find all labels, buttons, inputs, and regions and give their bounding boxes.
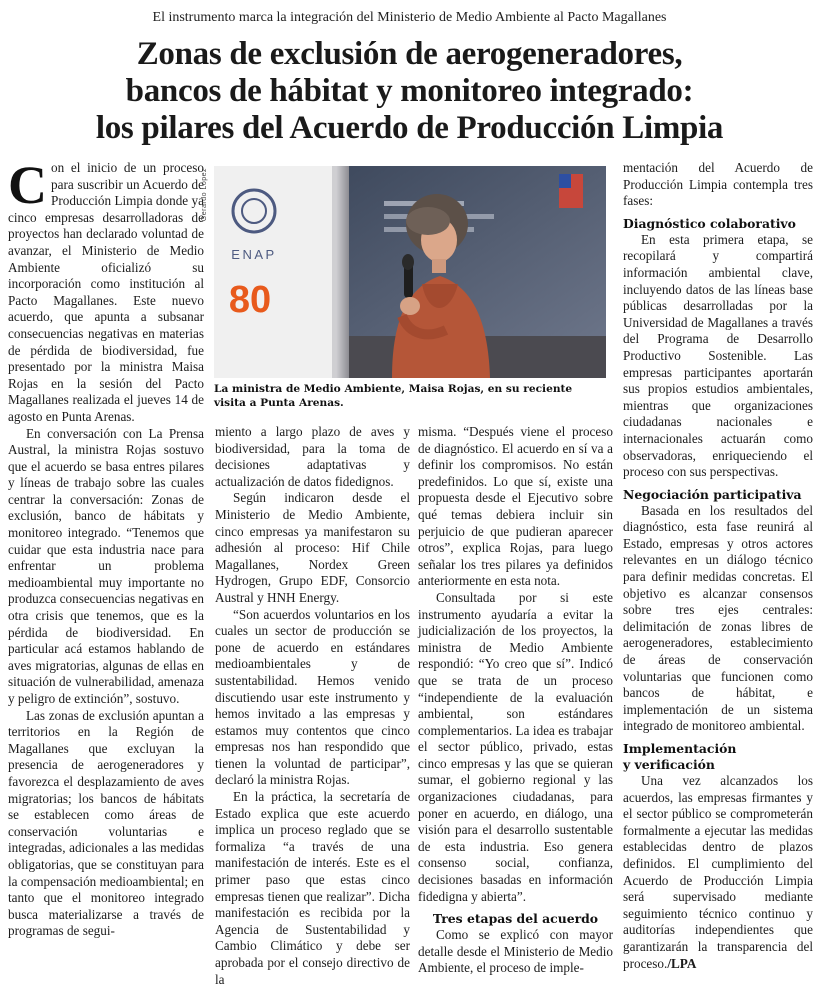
paragraph: miento a largo plazo de aves y biodiversidad, para la toma de decisiones adaptativas y actualización de datos fidedignos. xyxy=(215,424,410,489)
logo-number: 80 xyxy=(228,279,272,321)
photo-caption: La ministra de Medio Ambiente, Maisa Rojas, en su reciente visita a Punta Arenas. xyxy=(214,383,573,409)
phase-heading-line-1: Implementación xyxy=(623,741,737,756)
article-column-3 xyxy=(418,424,613,977)
phase-heading-negociacion: Negociación participativa xyxy=(623,486,802,502)
article-column-4 xyxy=(623,160,813,972)
author-signature: /LPA xyxy=(667,955,697,971)
article-column-2 xyxy=(215,424,410,988)
kicker: El instrumento marca la integración del Ministerio de Medio Ambiente al Pacto Magallanes xyxy=(152,10,667,25)
phase-heading-line-2: y verificación xyxy=(623,757,715,772)
paragraph: En la práctica, la secretaría de Estado explica que este acuerdo implica un proceso reglado que se formaliza “a través de una manifestación de interés. Este es el primer paso que estas cinco empresas tienen que realizar”. Dicha manifestación es recibida por la Agencia de Sustentabilidad y Cambio Climático y debe ser aprobada por el consejo directivo de la xyxy=(215,789,410,987)
photo-credit: Gerardo López xyxy=(201,168,208,222)
logo-text: ENAP xyxy=(231,247,277,262)
paragraph: Según indicaron desde el Ministerio de Medio Ambiente, cinco empresas ya manifestaron su adhesión al proceso: Hif Chile Magallanes, Nordex Green Hydrogen, Grupo EDF, Consorcio Austral y HNH Energy. xyxy=(215,490,410,605)
headline-line-1: Zonas de exclusión de aerogeneradores, xyxy=(136,36,683,72)
phase-heading-implementacion xyxy=(623,741,813,773)
minister-photo-illustration xyxy=(214,166,606,378)
paragraph: Como se explicó con mayor detalle desde el Ministerio de Medio Ambiente, el proceso de imple- xyxy=(418,927,613,976)
paragraph: mentación del Acuerdo de Producción Limpia contempla tres fases: xyxy=(623,160,813,209)
lead-paragraph xyxy=(8,155,204,426)
paragraph: Basada en los resultados del diagnóstico, esta fase reunirá al Estado, empresas y otros actores relevantes en un diálogo técnico para definir medidas concretas. El objetivo es alcanzar consensos sobre tres ejes centrales: delimitación de zonas libres de aerogeneradores, establecimiento de áreas de conservación voluntarias que funcionen como bancos de hábitat, e implementación de un sistema integrado de monitoreo ambiental. xyxy=(623,502,813,734)
article-column-1 xyxy=(8,155,204,940)
paragraph: “Son acuerdos voluntarios en los cuales un sector de producción se pone de acuerdo en estándares medioambientales y de sustentabilidad. Hemos venido discutiendo usar este instrumento y hemos invitado a las empresas y estamos muy contentos que cinco empresas nos han respondido que tienen la voluntad de participar”, declaró la ministra Rojas. xyxy=(215,606,410,788)
paragraph: En esta primera etapa, se recopilará y compartirá información ambiental clave, incluyendo datos de las líneas base públicas desarrolladas por la Universidad de Magallanes a través del Programa de Desarrollo Productivo Sostenible. Las empresas participantes aportarán sus propios estudios ambientales, mientras que organizaciones ciudadanas nacionales e internacionales actuarán como observadoras, enriqueciendo el proceso con sus perspectivas. xyxy=(623,231,813,480)
headline-line-3: los pilares del Acuerdo de Producción Limpia xyxy=(95,110,724,146)
paragraph: Consultada por si este instrumento ayudaría a evitar la judicialización de los proyectos, la ministra de Medio Ambiente respondió: “Yo creo que sí”. Indicó que se trata de un proceso “independiente de la evaluación ambiental, son estándares complementarios. La idea es trabajar el sector público, privado, estas cinco empresas y las que se quieran sumar, el gobierno regional y las organizaciones ciudadanas, para poner en acuerdo, en diálogo, una visión para el desarrollo sustentable de esta industria. Eso genera consenso social, confianza, decisiones basadas en información fidedigna y abierta”. xyxy=(418,589,613,904)
article-photo xyxy=(214,166,606,378)
paragraph: misma. “Después viene el proceso de diagnóstico. El acuerdo en sí va a definir los compromisos. No están predefinidos. Lo que sí, existe una propuesta desde el Ejecutivo sobre qué temas debiera incluir sin perjuicio de que pudieran aparecer otros”, explica Rojas, para luego señalar los tres pilares ya definidos anteriormente en esta nota. xyxy=(418,424,613,589)
paragraph: Las zonas de exclusión apuntan a territorios en la Región de Magallanes que excluyan la presencia de aerogeneradores y favorezca el desplazamiento de aves migratorias; los bancos de hábitats se establecen como áreas de conservación voluntarias e integradas, adicionales a las medidas obligatorias, que se constituyan para la compensación medioambiental; en tanto que el monitoreo integrado busca materializarse a través de programas de segui- xyxy=(8,707,204,939)
section-subhead: Tres etapas del acuerdo xyxy=(432,911,599,927)
paragraph: En conversación con La Prensa Austral, la ministra Rojas sostuvo que el acuerdo se basa entres pilares y líneas de trabajo sobre las cuales centrar la conversación: Zonas de exclusión, banco de hábitats y monitoreo integrado. “Tenemos que cuidar que esta industria nace para enfrentar un problema medioambiental muy importante no produzca consecuencias negativas en otra crisis que tenemos, que es la pérdida de biodiversidad. En particular acá estamos hablando de aves migratorias, algunas de ellas en situación de vulnerabilidad, amenaza y peligro de extinción”, sostuvo. xyxy=(8,425,204,706)
paragraph-text: Una vez alcanzados los acuerdos, las empresas firmantes y el sector público se comprometerán formalmente a ejecutar las medidas establecidas dentro de plazos definidos. El cumplimiento del Acuerdo de Producción Limpia será supervisado mediante seguimiento técnico continuo y auditorías independientes que garantizarán la transparencia del proceso. xyxy=(623,773,813,971)
lead-paragraph-text: on el inicio de un proceso para suscribir un Acuerdo de Producción Limpia donde ya cinco empresas desarrolladoras de proyectos han declarado voluntad de avanzar, el Ministerio de Medio Ambiente oficializó su incorporación como institución al Pacto Magallanes. Este nuevo acuerdo, que apunta a subsanar consecuencias negativas en materias de pérdida de biodiversidad, fue presentado por la ministra Maisa Rojas en la sesión del Pacto Magallanes realizada el jueves 14 de agosto en Punta Arenas. xyxy=(8,160,204,424)
drop-cap: C xyxy=(8,155,47,215)
headline-line-2: bancos de hábitat y monitoreo integrado: xyxy=(125,73,694,109)
paragraph xyxy=(623,773,813,972)
phase-heading-diagnostico: Diagnóstico colaborativo xyxy=(623,215,796,231)
headline xyxy=(10,36,809,147)
